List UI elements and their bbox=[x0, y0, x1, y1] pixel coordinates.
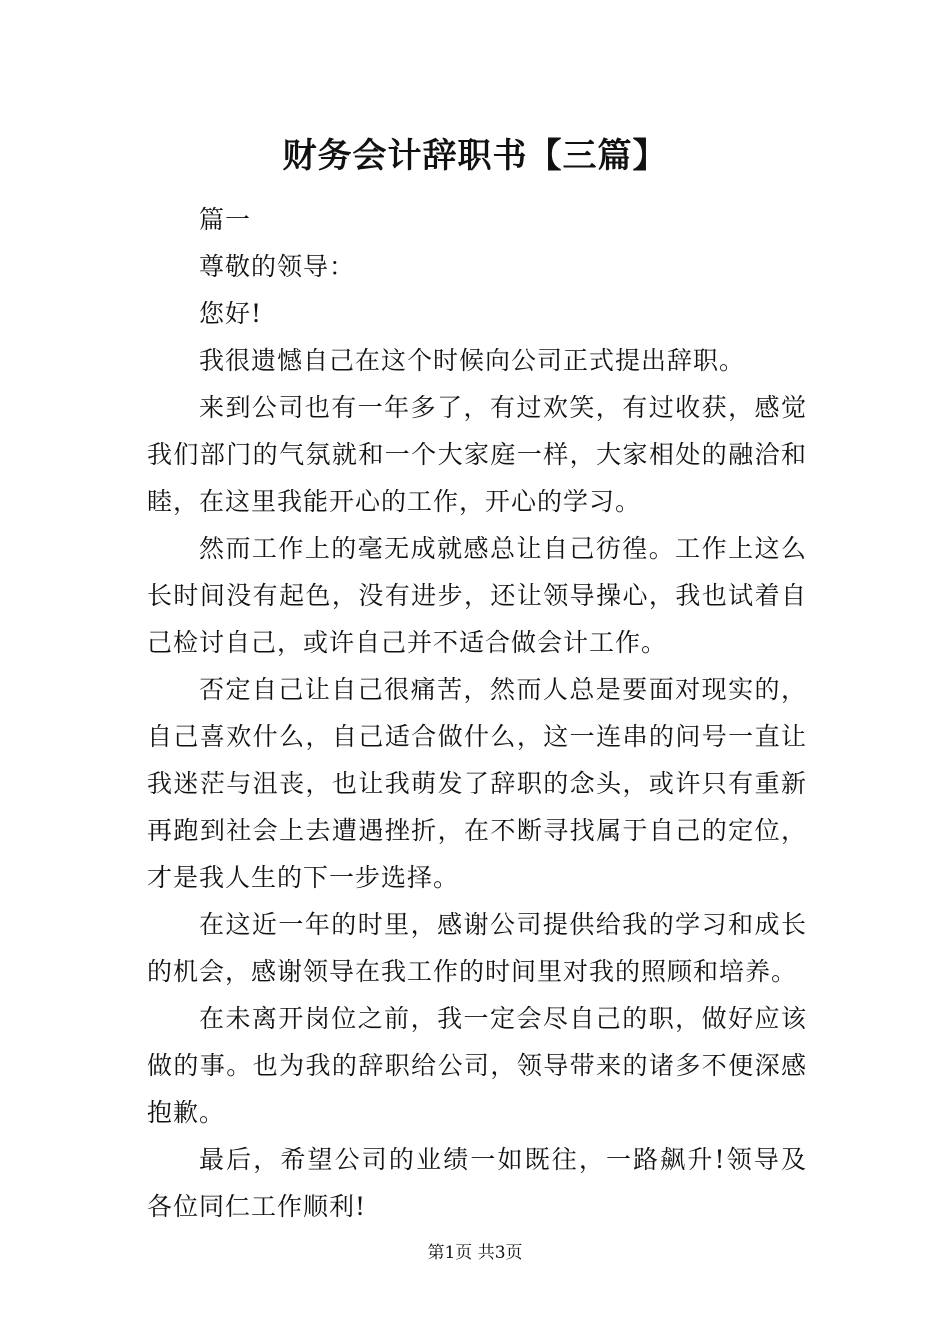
greeting: 您好! bbox=[199, 299, 263, 328]
body-paragraph: 否定自己让自己很痛苦，然而人总是要面对现实的，自己喜欢什么，自己适合做什么，这一连串的问号一直让我迷茫与沮丧，也让我萌发了辞职的念头，或许只有重新再跑到社会上去遭遇挫折，在不断寻找属于自己的定位，才是我人生的下一步选择。 bbox=[147, 675, 807, 892]
salutation: 尊敬的领导： bbox=[199, 252, 356, 281]
body-paragraph: 我很遗憾自己在这个时候向公司正式提出辞职。 bbox=[199, 346, 746, 375]
document-title: 财务会计辞职书【三篇】 bbox=[282, 136, 668, 176]
body-paragraph: 来到公司也有一年多了，有过欢笑，有过收获，感觉我们部门的气氛就和一个大家庭一样，大家相处的融洽和睦，在这里我能开心的工作，开心的学习。 bbox=[147, 393, 807, 516]
page-footer: 第1页 共3页 bbox=[427, 1243, 523, 1263]
body-paragraph: 在这近一年的时里，感谢公司提供给我的学习和成长的机会，感谢领导在我工作的时间里对我的照顾和培养。 bbox=[147, 910, 807, 986]
closing-paragraph: 最后，希望公司的业绩一如既往，一路飙升!领导及各位同仁工作顺利! bbox=[147, 1145, 807, 1221]
section-heading: 篇一 bbox=[199, 205, 252, 234]
body-paragraph: 然而工作上的毫无成就感总让自己彷徨。工作上这么长时间没有起色，没有进步，还让领导操心，我也试着自己检讨自己，或许自己并不适合做会计工作。 bbox=[147, 534, 807, 657]
document-body bbox=[147, 196, 807, 1230]
body-paragraph: 在未离开岗位之前，我一定会尽自己的职，做好应该做的事。也为我的辞职给公司，领导带来的诸多不便深感抱歉。 bbox=[147, 1004, 807, 1127]
